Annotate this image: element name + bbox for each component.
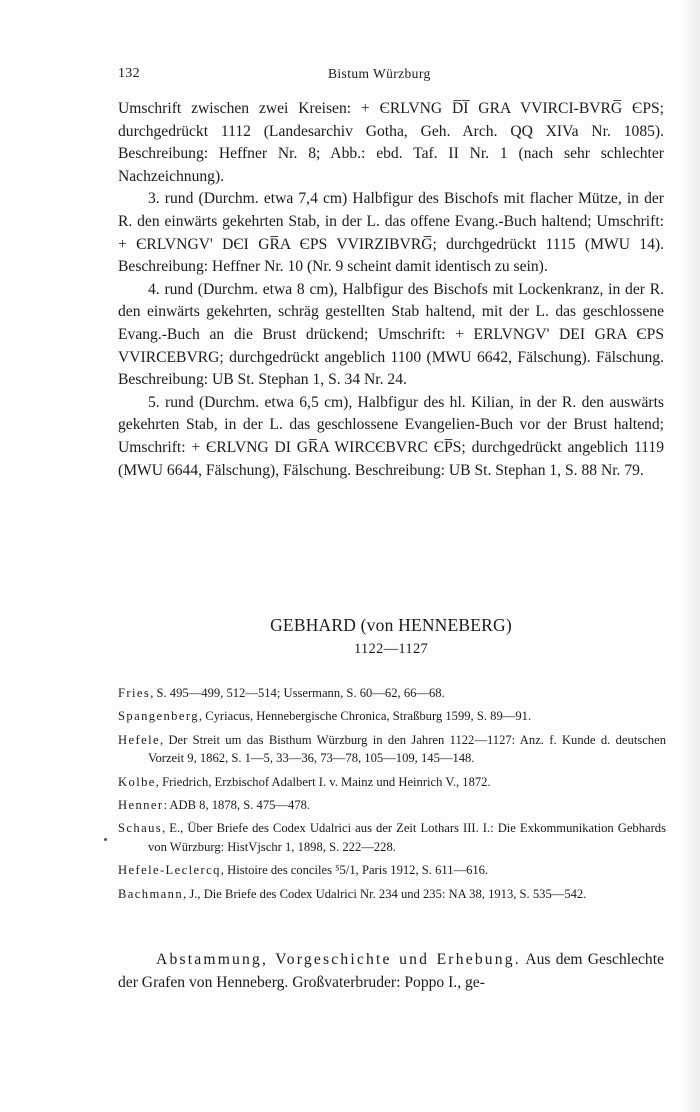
bibliography-list [118,684,666,908]
bib-author: Hefele [118,732,160,747]
bib-text: , J., Die Briefe des Codex Udalrici Nr. 234 und 235: NA 38, 1913, S. 535—542. [183,886,587,901]
bibliography-entry [118,885,666,903]
bib-text: , S. 495—499, 512—514; Ussermann, S. 60—62, 66—68. [150,686,445,700]
bib-author: Spangenberg [118,709,199,724]
paragraph-seal-4: 4. rund (Durchm. etwa 8 cm), Halbfigur des Bischofs mit Lockenkranz, in der R. den einwärts gekehrten, schräg gestellten Stab haltend, mit der L. das geschlossene Evang.-Buch an die Brust drückend; Umschrift: + ERLVNGV' DEI GRA ЄPS VVIRCEBVRG; durchgedrückt angeblich 1100 (MWU 6642, Fälschung). Fälschung. Beschreibung: UB St. Stephan 1, S. 34 Nr. 24. [118,280,664,389]
bib-author: Schaus [118,821,163,836]
bib-text: , Der Streit um das Bisthum Würzburg in den Jahren 1122—1127: Anz. f. Kunde d. deutschen Vorzeit 9, 1862, S. 1—5, 33—36, 73—78, 105—109, 145—148. [148,732,666,766]
paragraph-seal-5: 5. rund (Durchm. etwa 6,5 cm), Halbfigur des hl. Kilian, in der R. den auswärts gekehrten Stab, in der L. das geschlossene Evangelien-Buch vor der Brust haltend; Umschrift: + ЄRLVNG DI GR̅A WIRCЄBVRC ЄP̅S; durchgedrückt angeblich 1119 (MWU 6644, Fälschung), Fälschung. Beschreibung: UB St. Stephan 1, S. 88 Nr. 79. [118,393,664,479]
bibliography-entry [118,819,666,856]
paragraph-seal-2-continuation: Umschrift zwischen zwei Kreisen: + ЄRLVNG D̅I̅ GRA VVIRCI-BVRG̅ ЄPS; durchgedrückt 1112 (Landesarchiv Gotha, Geh. Arch. QQ XIVa Nr. 1085). Beschreibung: Heffner Nr. 8; Abb.: ebd. Taf. II Nr. 1 (nach sehr schlechter Nachzeichnung). [118,100,664,185]
bib-text: , Cyriacus, Hennebergische Chronica, Straßburg 1599, S. 89—91. [198,709,532,724]
margin-mark [104,838,107,841]
running-title: Bistum Würzburg [328,66,431,81]
paragraph-seal-3: 3. rund (Durchm. etwa 7,4 cm) Halbfigur des Bischofs mit flacher Mütze, in der R. den einwärts gekehrten Stab, in der L. das offene Evang.-Buch haltend; Umschrift: + ЄRLVNGV' DЄI GR̅A ЄPS VVIRZIBVRG̅; durchgedrückt 1115 (MWU 14). Beschreibung: Heffner Nr. 10 (Nr. 9 scheint damit identisch zu sein). [118,190,664,276]
bibliography-entry [118,861,666,879]
body-text [118,98,664,482]
bib-author: Kolbe [118,774,156,789]
bibliography-entry [118,731,666,768]
page-number: 132 [118,66,140,81]
closing-paragraph-text [118,948,664,994]
bib-author: Hefele-Leclercq [118,863,221,878]
section-dates: 1122—1127 [353,641,429,657]
running-head [118,66,666,86]
closing-body: Aus dem Geschlechte der Grafen von Henneberg. Großvaterbruder: Poppo I., ge- [118,951,664,991]
closing-lead: Abstammung, Vorgeschichte und Erhebung. [156,951,521,968]
section-title: GEBHARD (von HENNEBERG) [270,615,512,635]
page-edge-shadow [682,0,700,1112]
bib-author: Bachmann [118,886,184,901]
bib-author: Fries [118,686,151,700]
bib-text: , Histoire des conciles ⁵5/1, Paris 1912, S. 611—616. [220,863,489,878]
bibliography-entry [118,773,666,791]
bib-text: , Friedrich, Erzbischof Adalbert I. v. Mainz und Heinrich V., 1872. [155,774,491,789]
bib-text: : ADB 8, 1878, S. 475—478. [163,798,311,813]
bib-text: , E., Über Briefe des Codex Udalrici aus der Zeit Lothars III. I.: Die Exkommunikation Gebhards von Würzburg: HistVjschr 1, 1898, S. 222—228. [148,821,666,854]
bibliography-entry [118,684,666,702]
bib-author: Henner [118,798,164,813]
bibliography-entry [118,796,666,814]
bibliography-entry [118,707,666,725]
section-heading [118,614,664,660]
closing-paragraph [118,948,664,994]
